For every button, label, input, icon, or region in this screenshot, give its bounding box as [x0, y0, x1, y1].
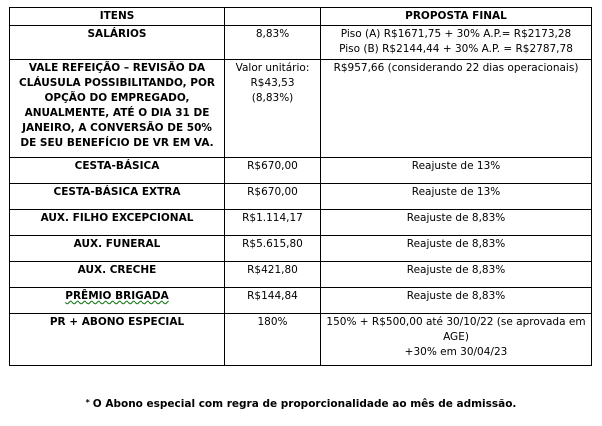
row-value-line: R$1.114,17	[242, 212, 303, 224]
row-value-line: R$421,80	[247, 264, 298, 276]
row-value	[225, 26, 321, 60]
table-row	[10, 262, 592, 288]
row-value-line: R$144,84	[247, 290, 298, 302]
row-proposal-line: Piso (B) R$2144,44 + 30% A.P. = R$2787,78	[339, 43, 573, 55]
row-item-label: AUX. CRECHE	[10, 262, 225, 288]
row-value-line: R$670,00	[247, 186, 298, 198]
row-value	[225, 262, 321, 288]
row-proposal	[321, 60, 592, 158]
row-value-line: R$5.615,80	[242, 238, 303, 250]
row-value	[225, 210, 321, 236]
table-row	[10, 158, 592, 184]
table-row	[10, 288, 592, 314]
row-proposal-line: Piso (A) R$1671,75 + 30% A.P.= R$2173,28	[340, 28, 572, 40]
row-proposal	[321, 236, 592, 262]
row-proposal	[321, 184, 592, 210]
row-value-line: (8,83%)	[251, 92, 294, 104]
row-item-label: CESTA-BÁSICA EXTRA	[10, 184, 225, 210]
proposal-table	[9, 7, 592, 366]
row-value	[225, 184, 321, 210]
row-value	[225, 288, 321, 314]
row-value-line: Valor unitário:	[235, 62, 310, 74]
footnote-marker: *	[85, 398, 90, 407]
row-item-label: PR + ABONO ESPECIAL	[10, 314, 225, 366]
row-proposal-line: Reajuste de 8,83%	[406, 264, 506, 276]
row-proposal	[321, 262, 592, 288]
row-proposal	[321, 26, 592, 60]
row-proposal-line: Reajuste de 8,83%	[406, 212, 506, 224]
row-proposal	[321, 314, 592, 366]
row-value	[225, 236, 321, 262]
table-row	[10, 184, 592, 210]
row-proposal	[321, 210, 592, 236]
row-proposal	[321, 288, 592, 314]
header-itens: ITENS	[10, 8, 225, 26]
row-proposal-line: 150% + R$500,00 até 30/10/22 (se aprovada em AGE)	[326, 316, 586, 343]
row-proposal	[321, 158, 592, 184]
row-value-line: R$670,00	[247, 160, 298, 172]
row-proposal-line: Reajuste de 13%	[411, 160, 501, 172]
table-row	[10, 26, 592, 60]
row-item-label: AUX. FUNERAL	[10, 236, 225, 262]
table-row	[10, 314, 592, 366]
header-proposta-final: PROPOSTA FINAL	[321, 8, 592, 26]
table-row	[10, 236, 592, 262]
row-value-line: 180%	[257, 316, 288, 328]
row-item-label	[10, 288, 225, 314]
row-value-line: R$43,53	[250, 77, 295, 89]
spellcheck-underlined-text: PRÊMIO BRIGADA	[65, 290, 169, 302]
row-value	[225, 158, 321, 184]
row-proposal-line: +30% em 30/04/23	[404, 346, 508, 358]
row-value	[225, 60, 321, 158]
row-proposal-line: R$957,66 (considerando 22 dias operacionais)	[333, 62, 579, 74]
row-item-label: VALE REFEIÇÃO – REVISÃO DA CLÁUSULA POSSIBILITANDO, POR OPÇÃO DO EMPREGADO, ANUALMENTE, ATÉ O DIA 31 DE JANEIRO, A CONVERSÃO DE 50% DE SEU BENEFÍCIO DE VR EM VA.	[10, 60, 225, 158]
row-item-label: AUX. FILHO EXCEPCIONAL	[10, 210, 225, 236]
table-row	[10, 60, 592, 158]
row-item-label: CESTA-BÁSICA	[10, 158, 225, 184]
row-value	[225, 314, 321, 366]
row-proposal-line: Reajuste de 8,83%	[406, 290, 506, 302]
row-item-label: SALÁRIOS	[10, 26, 225, 60]
footnote-text: O Abono especial com regra de proporcionalidade ao mês de admissão.	[92, 398, 517, 410]
header-value	[225, 8, 321, 26]
row-proposal-line: Reajuste de 13%	[411, 186, 501, 198]
table-header-row	[10, 8, 592, 26]
row-proposal-line: Reajuste de 8,83%	[406, 238, 506, 250]
table-row	[10, 210, 592, 236]
footnote	[0, 398, 602, 410]
row-value-line: 8,83%	[255, 28, 290, 40]
